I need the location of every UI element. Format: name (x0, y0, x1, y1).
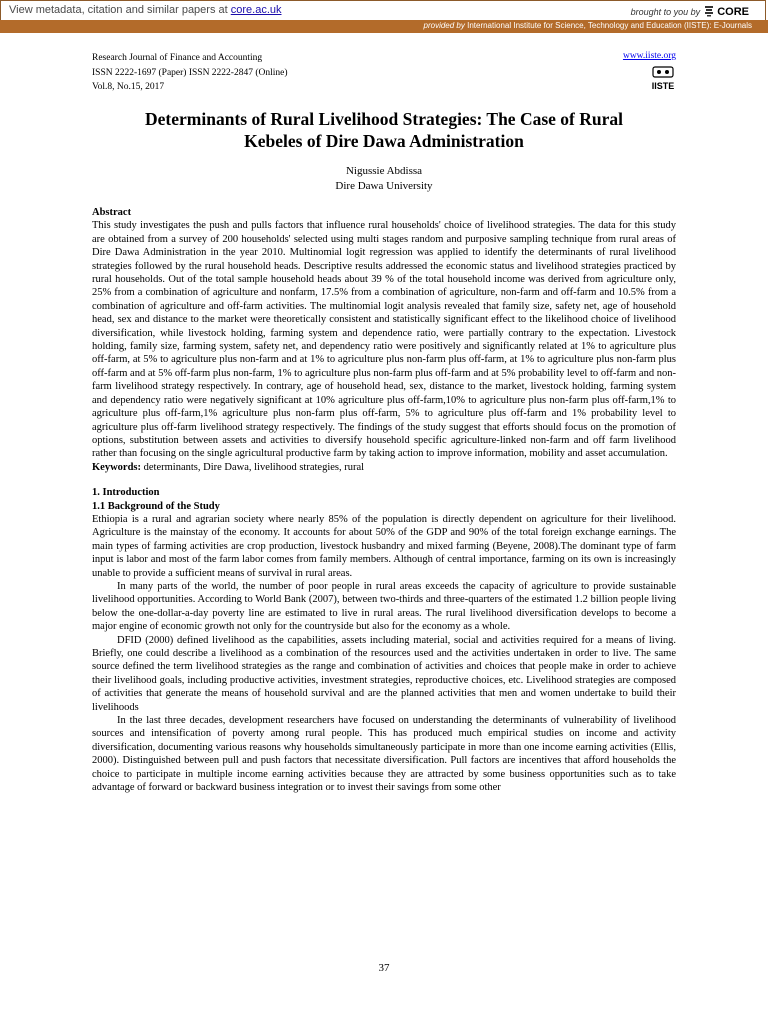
abstract-text: This study investigates the push and pulls factors that influence rural households' choice of livelihood strategies. The data for this study are obtained from a survey of 200 households' selected using multi stages random and purposive sampling technique from rural areas of Dire Dawa Administration in the year 2010. Multinomial logit regression was applied to identify the determinants of rural livelihood strategies followed by the rural household heads. Descriptive results addressed the economic status and livelihood strategies practiced by rural households. Out of the total sample household heads about 39 % of the total household income was derived from agriculture only, 25% from a combination of agriculture and nonfarm, 17.5% from a combination of agriculture, non-farm and off-farm and 10.5% from a combination of agriculture and off-farm activities. The multinomial logit analysis revealed that family size, safety net, age of household head, sex and distance to the market were theoretically consistent and statistically significant effect to the likelihood choice of livelihood diversification, while livestock holding, farming system and dependence ratio, were partially contrary to the expectation. Livestock holding, family size, farming system, safety net, and dependency ratio were positively and significantly related at 1% to agriculture plus off-farm, at 5% to agriculture plus non-farm and at 1% to agriculture plus non-farm plus off-farm, at 1% to agriculture plus non-farm plus off-farm and at 5% off-farm plus non-farm, 1% to agriculture plus non-farm plus off-farm and at 5% probability level to off-farm and non-farm livelihood strategy respectively. In contrary, age of household head, sex, distance to the market, livestock holding, farming system and dependency ratio were negatively significant at 10% agriculture plus off-farm,10% to agriculture plus non-farm plus off-farm,1% to agriculture plus off-farm,1% agriculture plus non-farm plus off-farm, 5% to agriculture plus off-farm and 1% probability level to agriculture plus off-farm livelihood strategy respectively. The findings of the study suggest that efforts should focus on the promotion of options, substitution between assets and activities to diversify household specific agriculture-linked non-farm and off farm livelihood rather than focusing on the single agricultural productive farm by taking action to improve information, mobility and asset accumulation. (92, 220, 676, 460)
keywords-text: determinants, Dire Dawa, livelihood strategies, rural (141, 461, 365, 473)
abstract-heading: Abstract (92, 207, 132, 218)
keywords-line (92, 461, 676, 474)
provided-by-source: International Institute for Science, Technology and Education (IISTE): E-Journals (467, 21, 752, 30)
page-number: 37 (378, 962, 390, 974)
intro-paragraph: Ethiopia is a rural and agrarian society where nearly 85% of the population is directly dependent on agriculture for their livelihood. Agriculture is the mainstay of the economy. It accounts for about 50% of the GDP and 90% of the total foreign exchange earnings. The main types of farming activities are crop production, livestock husbandry and mixed farming (Beyene, 2008).The dominant type of farm input is labor and most of the farm labor comes from family members. Although of central importance, farming on its own is increasingly unable to provide a sufficient means of survival in rural areas. (92, 513, 676, 579)
introduction-heading: 1. Introduction (92, 487, 160, 499)
author-affiliation: Dire Dawa University (335, 180, 433, 192)
author-name: Nigussie Abdissa (345, 165, 423, 177)
view-metadata-label: View metadata, citation and similar papers at (9, 4, 231, 16)
brought-to-you-label: brought to you by (630, 7, 701, 17)
intro-paragraph: In many parts of the world, the number of poor people in rural areas exceeds the capacity of agriculture to provide sustainable livelihood opportunities. According to World Bank (2007), between two-thirds and three-quarters of the estimated 1.2 billion people living below the one-dollar-a-day poverty line are estimated to live in rural areas. The rural livelihood diversification develops to become a major engine of economic growth not only for the countryside but also for the economy as a whole. (92, 580, 676, 633)
core-banner (0, 0, 766, 20)
paper-body (92, 206, 676, 794)
provided-by-prefix: provided by (423, 21, 465, 30)
intro-paragraph: DFID (2000) defined livelihood as the capabilities, assets including material, social and activities required for a means of living. Briefly, one could describe a livelihood as a combination of the resources used and the activities undertaken in order to live. The same source defined the term livelihood strategies as the range and combination of activities and choices that people make in order to achieve their livelihood goals, including productive activities, investment strategies, reproductive choices, etc. Livelihood strategies are composed of activities that generate the means of household survival and are the planned activities that men and women undertake to build their livelihoods (92, 634, 676, 713)
author-block (60, 164, 708, 194)
journal-volume: Vol.8, No.15, 2017 (92, 82, 165, 92)
brought-to-you-by[interactable] (631, 5, 749, 18)
provided-by-bar (0, 20, 768, 33)
background-subheading: 1.1 Background of the Study (92, 500, 220, 512)
core-logo-text: CORE (717, 6, 749, 18)
core-logo-icon (704, 5, 714, 17)
paper-title-line1: Determinants of Rural Livelihood Strategies: The Case of Rural (145, 109, 623, 129)
intro-paragraph: In the last three decades, development researchers have focused on understanding the determinants of vulnerability of livelihood sources and intensification of poverty among rural people. This has produced much empirical studies on income and activity diversification, documenting various reasons why households simultaneously participate in more than one income earning activities (Ellis, 2000). Distinguished between pull and push factors that necessitate diversification. Pull factors are incentives that afford households the choice to participate in multiple income earning activities because they are attracted by some business opportunities such as to take advantage of forward or backward business integration or to invest their savings from some other (92, 715, 676, 794)
journal-issn: ISSN 2222-1697 (Paper) ISSN 2222-2847 (Online) (92, 67, 288, 78)
iiste-url-link[interactable]: www.iiste.org (622, 51, 676, 61)
iiste-logo (650, 66, 676, 92)
keywords-label: Keywords: (92, 461, 141, 473)
paper-title-line2: Kebeles of Dire Dawa Administration (244, 131, 524, 151)
view-metadata-text (9, 4, 282, 16)
provided-by-text[interactable] (424, 21, 753, 30)
iiste-logo-text: IISTE (651, 81, 675, 91)
journal-header (92, 51, 288, 95)
core-ac-uk-link[interactable]: core.ac.uk (230, 4, 282, 16)
journal-name: Research Journal of Finance and Accounting (92, 53, 263, 63)
paper-title (60, 108, 708, 152)
